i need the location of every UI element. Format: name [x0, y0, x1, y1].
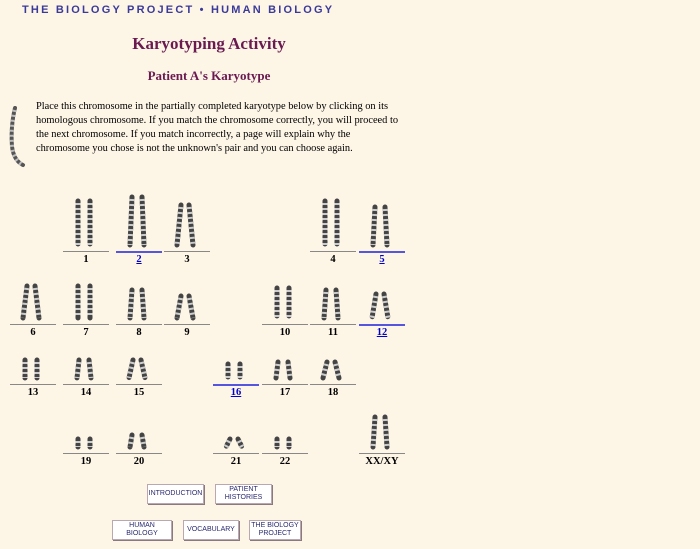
page-subtitle: Patient A's Karyotype: [147, 68, 271, 83]
chromosome-pair-image: [63, 263, 109, 323]
chromosome-label: 11: [328, 327, 338, 338]
page-title: Karyotyping Activity: [132, 34, 286, 53]
instructions-text: Place this chromosome in the partially completed karyotype below by clicking on its homologous chromosome. If you match the chromosome correctly, you will proceed to the next chromosome. If you match incorrectly, a page will explain why the chromosome you chose is not the unknown's pair and you can choose again.: [36, 101, 399, 154]
chromosome-slot-21[interactable]: [213, 392, 259, 467]
chromosome-pair-image: [310, 323, 356, 383]
slot-underline: [359, 324, 405, 326]
chromosome-pair-image: [10, 323, 56, 383]
chromosome-pair-image: [63, 392, 109, 452]
slot-underline: [359, 251, 405, 253]
chromosome-slot-19[interactable]: [63, 392, 109, 467]
chromosome-slot-18[interactable]: [310, 323, 356, 398]
chromosome-label[interactable]: 2: [136, 254, 142, 265]
chromosome-slot-15[interactable]: [116, 323, 162, 398]
chromosome-slot-5[interactable]: [359, 190, 405, 265]
biology-project-button[interactable]: THE BIOLOGY PROJECT: [249, 520, 301, 540]
chromosome-pair-image: [116, 392, 162, 452]
slot-underline: [116, 453, 162, 454]
slot-underline: [262, 384, 308, 385]
chromosome-label: 13: [27, 387, 39, 398]
chromosome-label: 4: [330, 254, 336, 265]
chromosome-slot-3[interactable]: [164, 190, 210, 265]
vocabulary-button[interactable]: VOCABULARY: [183, 520, 239, 540]
introduction-button[interactable]: INTRODUCTION: [147, 484, 204, 504]
patient-histories-button[interactable]: PATIENT HISTORIES: [215, 484, 272, 504]
chromosome-slot-17[interactable]: [262, 323, 308, 398]
chromosome-label[interactable]: 5: [379, 254, 385, 265]
chromosome-label: 10: [279, 327, 291, 338]
slot-underline: [63, 453, 109, 454]
chromosome-pair-image: [262, 323, 308, 383]
chromosome-label[interactable]: 16: [230, 387, 242, 398]
chromosome-label: 15: [133, 387, 145, 398]
chromosome-pair-image: [213, 323, 259, 383]
slot-underline: [310, 384, 356, 385]
chromosome-pair-image: [116, 263, 162, 323]
slot-underline: [63, 384, 109, 385]
slot-underline: [116, 251, 162, 253]
chromosome-label: 6: [30, 327, 36, 338]
chromosome-slot-14[interactable]: [63, 323, 109, 398]
chromosome-pair-image: [164, 263, 210, 323]
chromosome-label: 9: [184, 327, 190, 338]
slot-underline: [10, 384, 56, 385]
chromosome-pair-image: [310, 263, 356, 323]
chromosome-slot-xx-xy[interactable]: [359, 392, 405, 467]
chromosome-label: 1: [83, 254, 89, 265]
chromosome-pair-image: [164, 190, 210, 250]
chromosome-pair-image: [310, 190, 356, 250]
slot-underline: [359, 453, 405, 454]
chromosome-label: 8: [136, 327, 142, 338]
chromosome-slot-22[interactable]: [262, 392, 308, 467]
chromosome-pair-image: [116, 323, 162, 383]
chromosome-pair-image: [262, 392, 308, 452]
chromosome-label[interactable]: 12: [376, 327, 388, 338]
chromosome-pair-image: [359, 392, 405, 452]
chromosome-slot-16[interactable]: [213, 323, 259, 398]
chromosome-label: 21: [230, 456, 242, 467]
chromosome-label: 18: [327, 387, 339, 398]
chromosome-pair-image: [63, 190, 109, 250]
chromosome-slot-1[interactable]: [63, 190, 109, 265]
chromosome-label: 17: [279, 387, 291, 398]
chromosome-slot-4[interactable]: [310, 190, 356, 265]
slot-underline: [116, 384, 162, 385]
slot-underline: [310, 251, 356, 252]
site-banner: THE BIOLOGY PROJECT • HUMAN BIOLOGY: [22, 4, 335, 16]
chromosome-pair-image: [10, 263, 56, 323]
chromosome-pair-image: [213, 392, 259, 452]
slot-underline: [164, 324, 210, 325]
slot-underline: [262, 453, 308, 454]
human-biology-button[interactable]: HUMAN BIOLOGY: [112, 520, 172, 540]
chromosome-slot-20[interactable]: [116, 392, 162, 467]
chromosome-slot-2[interactable]: [116, 190, 162, 265]
chromosome-pair-image: [116, 190, 162, 250]
chromosome-slot-12[interactable]: [359, 263, 405, 338]
chromosome-pair-image: [63, 323, 109, 383]
chromosome-label: 19: [80, 456, 92, 467]
chromosome-label: 14: [80, 387, 92, 398]
slot-underline: [213, 384, 259, 386]
slot-underline: [63, 251, 109, 252]
slot-underline: [164, 251, 210, 252]
chromosome-pair-image: [359, 263, 405, 323]
chromosome-label: 20: [133, 456, 145, 467]
chromosome-label: 7: [83, 327, 89, 338]
slot-underline: [213, 453, 259, 454]
chromosome-slot-9[interactable]: [164, 263, 210, 338]
chromosome-pair-image: [359, 190, 405, 250]
unknown-chromosome: [6, 106, 28, 173]
chromosome-pair-image: [262, 263, 308, 323]
chromosome-label: 22: [279, 456, 291, 467]
chromosome-slot-13[interactable]: [10, 323, 56, 398]
chromosome-label: XX/XY: [365, 456, 399, 467]
chromosome-label: 3: [184, 254, 190, 265]
